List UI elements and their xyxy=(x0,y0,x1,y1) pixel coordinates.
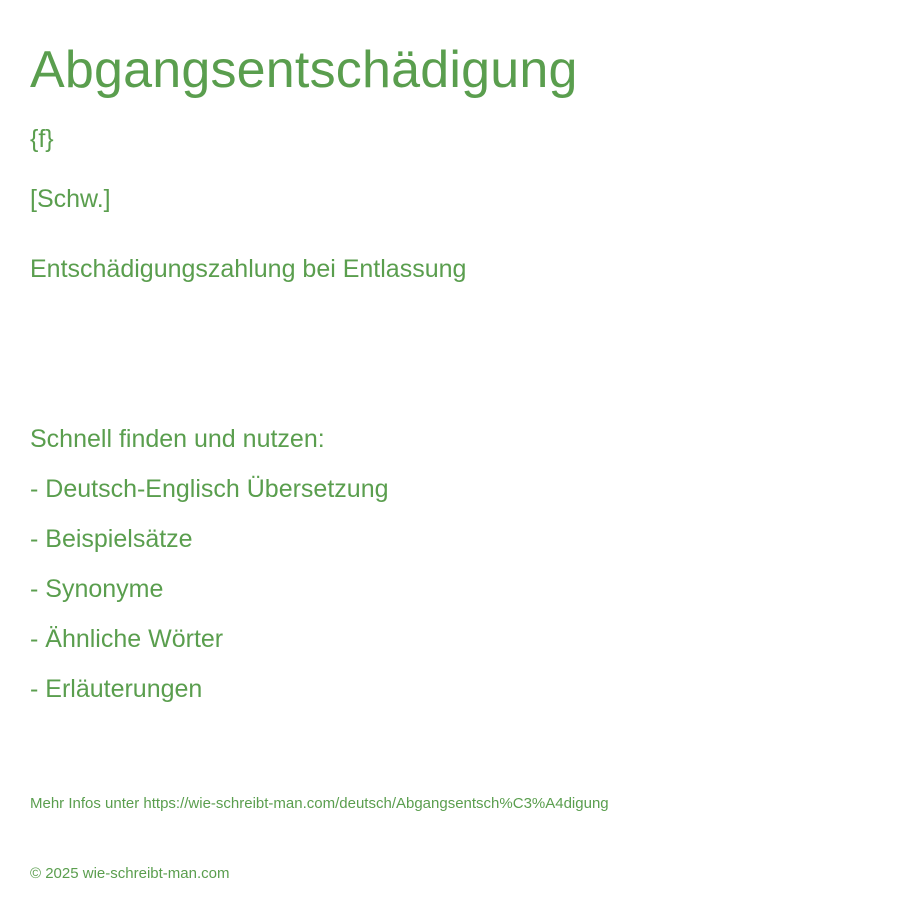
feature-item-explanations: - Erläuterungen xyxy=(30,675,203,703)
grammatical-gender: {f} xyxy=(30,125,54,153)
feature-item-translation: - Deutsch-Englisch Übersetzung xyxy=(30,475,389,503)
feature-item-similar-words: - Ähnliche Wörter xyxy=(30,625,224,653)
region-label: [Schw.] xyxy=(30,185,111,213)
page-title: Abgangsentschädigung xyxy=(30,41,578,99)
feature-item-example-sentences: - Beispielsätze xyxy=(30,525,193,553)
copyright-notice: © 2025 wie-schreibt-man.com xyxy=(30,865,230,882)
more-info-url: Mehr Infos unter https://wie-schreibt-man.com/deutsch/Abgangsentsch%C3%A4digung xyxy=(30,795,609,812)
feature-item-synonyms: - Synonyme xyxy=(30,575,164,603)
quick-links-heading: Schnell finden und nutzen: xyxy=(30,425,325,453)
definition-text: Entschädigungszahlung bei Entlassung xyxy=(30,255,467,283)
